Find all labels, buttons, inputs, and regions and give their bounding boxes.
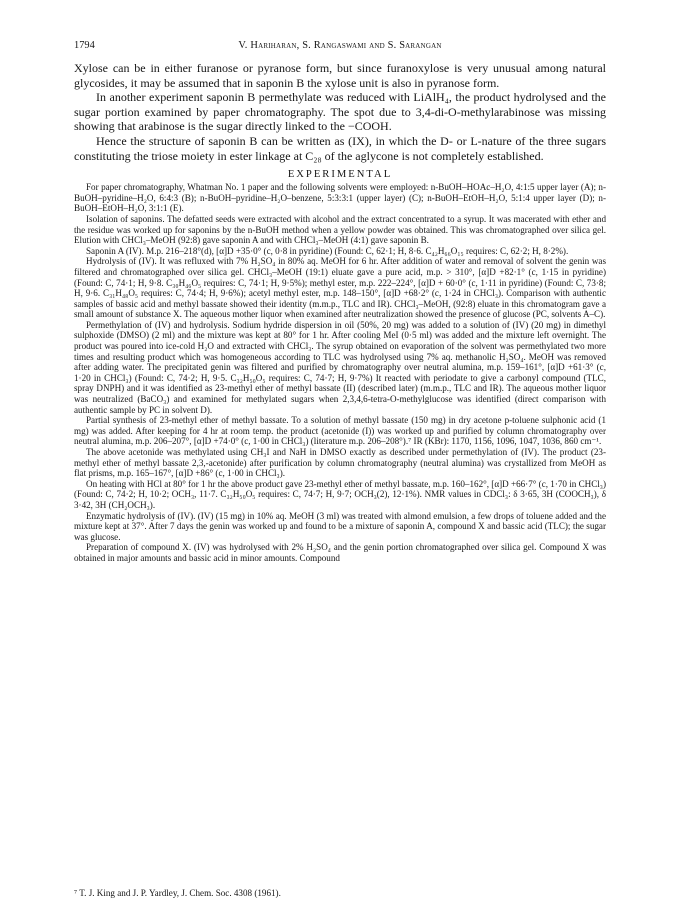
exp-paragraph: Hydrolysis of (IV). It was refluxed with 7% H₂SO₄ in 80% aq. MeOH for 6 hr. After addition of water and removal of solvent the genin was filtered and chromatographed over silica gel. CHCl₃–MeOH (19:1) eluate gave a pure acid, m.p. > 310°, [α]D +82·1° (c, 1·15 in pyridine) (Found: C, 74·1; H, 9·8. C₃₀H₄₆O₅ requires: C, 74·1; H, 9·5%); methyl ester, m.p. 222–224°, [α]D + 60·0° (c, 1·11 in pyridine) (Found: C, 73·8; H, 9·6. C₃₁H₄₈O₅ requires: C, 74·4; H, 9·6%); acetyl methyl ester, m.p. 148–150°, [α]D +68·2° (c, 1·24 in CHCl₃). Comparison with authentic samples of bassic acid and methyl bassate showed their identity (m.m.p., TLC and IR). CHCl₃–MeOH, (92:8) eluate in this chromatogram gave a small amount of substance X. The aqueous mother liquor when examined after neutralization showed the presence of glucose (PC, solvents A–C). [74,256,606,320]
discussion-text [74,61,606,163]
exp-paragraph: On heating with HCl at 80° for 1 hr the above product gave 23-methyl ether of methyl bassate, m.p. 160–162°, [α]D +66·7° (c, 1·70 in CHCl₃) (Found: C, 74·2; H, 10·2; OCH₃, 11·7. C₃₂H₅₀O₅ requires: C, 74·7; H, 9·7; OCH₃(2), 12·1%). NMR values in CDCl₃: δ 3·65, 3H (COOCH₃), δ 3·42, 3H (CH₂OCH₃). [74,478,606,510]
footnote: ⁷ T. J. King and J. P. Yardley, J. Chem. Soc. 4308 (1961). [74,888,281,898]
exp-paragraph: Permethylation of (IV) and hydrolysis. Sodium hydride dispersion in oil (50%, 20 mg) was added to a solution of (IV) (20 mg) in dimethyl sulphoxide (DMSO) (2 ml) and the mixture was kept at 80° for 1 hr. After cooling MeI (0·5 ml) was added and the mixture left overnight. The product was poured into ice-cold H₂O and extracted with CHCl₃. The syrup obtained on evaporation of the solvent was permethylated two more times and resulting product which was homogeneous according to TLC was hydrolysed using 7% aq. methanolic H₂SO₄. MeOH was removed after adding water. The precipitated genin was filtered and purified by chromatography over neutral alumina, m.p. 159–161°, [α]D +61·3° (c, 1·20 in CHCl₃) (Found: C, 74·2; H, 9·5. C₃₂H₅₀O₅ requires: C, 74·7; H, 9·7%) It reacted with periodate to give a carbonyl compound (TLC, spray DNPH) and it was identified as 23-methyl ether of methyl bassate (II) (described later) (m.m.p., TLC and IR). The aqueous mother liquor was neutralized (BaCO₃) and examined for methylated sugars when 2,3,4,6-tetra-O-methylglucose was identified (direct comparison with authentic sample by PC in solvent D). [74,319,606,415]
page-number: 1794 [74,40,95,51]
running-header [74,40,606,56]
paragraph-lialh4: In another experiment saponin B permethylate was reduced with LiAlH₄, the product hydrolysed and the sugar portion examined by paper chromatography. The spot due to 3,4-di-O-methylarabinose was missing showing that arabinose is the sugar directly linked to the −COOH. [74,90,606,134]
exp-paragraph: Preparation of compound X. (IV) was hydrolysed with 2% H₂SO₄ and the genin portion chromatographed over silica gel. Compound X was obtained in major amounts and bassic acid in minor amounts. Compound [74,542,606,563]
running-authors: V. Hariharan, S. Rangaswami and S. Sarangan [238,40,442,51]
exp-paragraph: The above acetonide was methylated using CH₃I and NaH in DMSO exactly as described under permethylation of (IV). The product (23-methyl ether of methyl bassate 2,3,-acetonide) after purification by column chromatography (neutral alumina) was crystallized from MeOH as flat prisms, m.p. 165–167°, [α]D +86° (c, 1·00 in CHCl₃). [74,447,606,479]
paragraph-xylose: Xylose can be in either furanose or pyranose form, but since furanoxylose is very unusual among natural glycosides, it may be assumed that in saponin B the xylose unit is also in pyranose form. [74,61,606,90]
exp-paragraph: Isolation of saponins. The defatted seeds were extracted with alcohol and the extract concentrated to a syrup. It was macerated with ether and the residue was worked up for saponins by the n-BuOH method when a yellow powder was obtained. This was chromatographed over silica gel. Elution with CHCl₃–MeOH (92:8) gave saponin A and with CHCl₃–MeOH (4:1) gave saponin B. [74,213,606,246]
experimental-text [74,182,606,563]
exp-paragraph: Enzymatic hydrolysis of (IV). (IV) (15 mg) in 10% aq. MeOH (3 ml) was treated with almond emulsion, a few drops of toluene added and the mixture kept at 37°. After 7 days the genin was worked up and found to be a mixture of saponin A, compound X and bassic acid (TLC); the sugar was glucose. [74,510,606,542]
journal-page [74,40,606,564]
exp-paragraph: Saponin A (IV). M.p. 216–218°(d), [α]D +35·0° (c, 0·8 in pyridine) (Found: C, 62·1; H, 8·6. C₄₂H₆₆O₁₅ requires: C, 62·2; H, 8·2%). [86,245,569,256]
exp-paragraph: Partial synthesis of 23-methyl ether of methyl bassate. To a solution of methyl bassate (150 mg) in dry acetone p-toluene sulphonic acid (1 mg) was added. After keeping for 4 hr at room temp. the product (acetonide (I)) was worked up and purified by column chromatography over neutral alumina, m.p. 206–207°, [α]D +74·0° (c, 1·00 in CHCl₃) (literature m.p. 206–208°).⁷ IR (KBr): 1170, 1156, 1096, 1047, 1036, 860 cm⁻¹. [74,415,606,447]
paragraph-structure: Hence the structure of saponin B can be written as (IX), in which the D- or L-nature of the three sugars constituting the triose moiety in ester linkage at C₂₈ of the aglycone is not completely established. [74,133,606,163]
exp-paragraph: For paper chromatography, Whatman No. 1 paper and the following solvents were employed: n-BuOH–HOAc–H₂O, 4:1:5 upper layer (A); n-BuOH–pyridine–H₂O, 6:4:3 (B); n-BuOH–pyridine–H₂O–benzene, 5:3:3:1 (upper layer) (C); n-BuOH–EtOH–H₂O, 5:1:4 upper layer (D); n-BuOH–EtOH–H₂O, 3:1:1 (E). [74,182,606,214]
section-heading: EXPERIMENTAL [287,169,393,181]
